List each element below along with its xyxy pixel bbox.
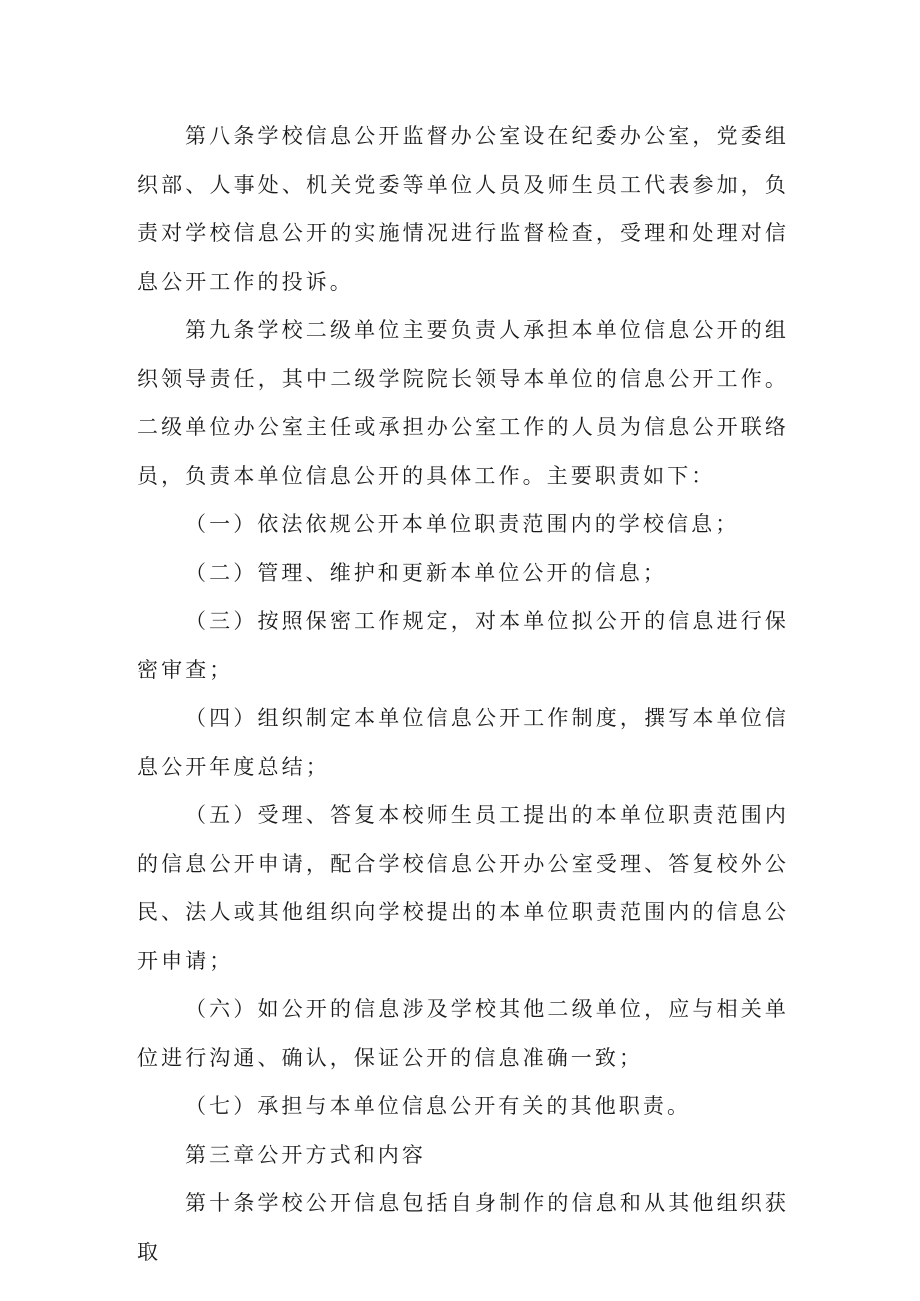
duty-item-1: （一）依法依规公开本单位职责范围内的学校信息；	[185, 512, 740, 536]
duty-item-2: （二）管理、维护和更新本单位公开的信息；	[185, 560, 667, 585]
article-9-paragraph: 第九条学校二级单位主要负责人承担本单位信息公开的组织领导责任，其中二级学院院长领导本单位的信息公开工作。二级单位办公室主任或承担办公室工作的人员为信息公开联络员，负责本单位信息公开的具体工作。主要职责如下：	[137, 318, 789, 488]
duty-item-7: （七）承担与本单位信息公开有关的其他职责。	[185, 1094, 692, 1118]
duty-item-4: （四）组织制定本单位信息公开工作制度，撰写本单位信息公开年度总结；	[137, 706, 789, 779]
article-8-paragraph: 第八条学校信息公开监督办公室设在纪委办公室，党委组织部、人事处、机关党委等单位人员及师生员工代表参加，负责对学校信息公开的实施情况进行监督检查，受理和处理对信息公开工作的投诉。	[137, 124, 789, 294]
article-10-paragraph: 第十条学校公开信息包括自身制作的信息和从其他组织获取	[137, 1191, 789, 1264]
document-body	[137, 112, 789, 1276]
duty-item-6: （六）如公开的信息涉及学校其他二级单位，应与相关单位进行沟通、确认，保证公开的信息准确一致；	[137, 997, 789, 1070]
duty-item-5: （五）受理、答复本校师生员工提出的本单位职责范围内的信息公开申请，配合学校信息公开办公室受理、答复校外公民、法人或其他组织向学校提出的本单位职责范围内的信息公开申请；	[137, 803, 789, 973]
duty-item-3: （三）按照保密工作规定，对本单位拟公开的信息进行保密审查；	[137, 609, 789, 682]
chapter-3-heading: 第三章公开方式和内容	[185, 1142, 426, 1167]
